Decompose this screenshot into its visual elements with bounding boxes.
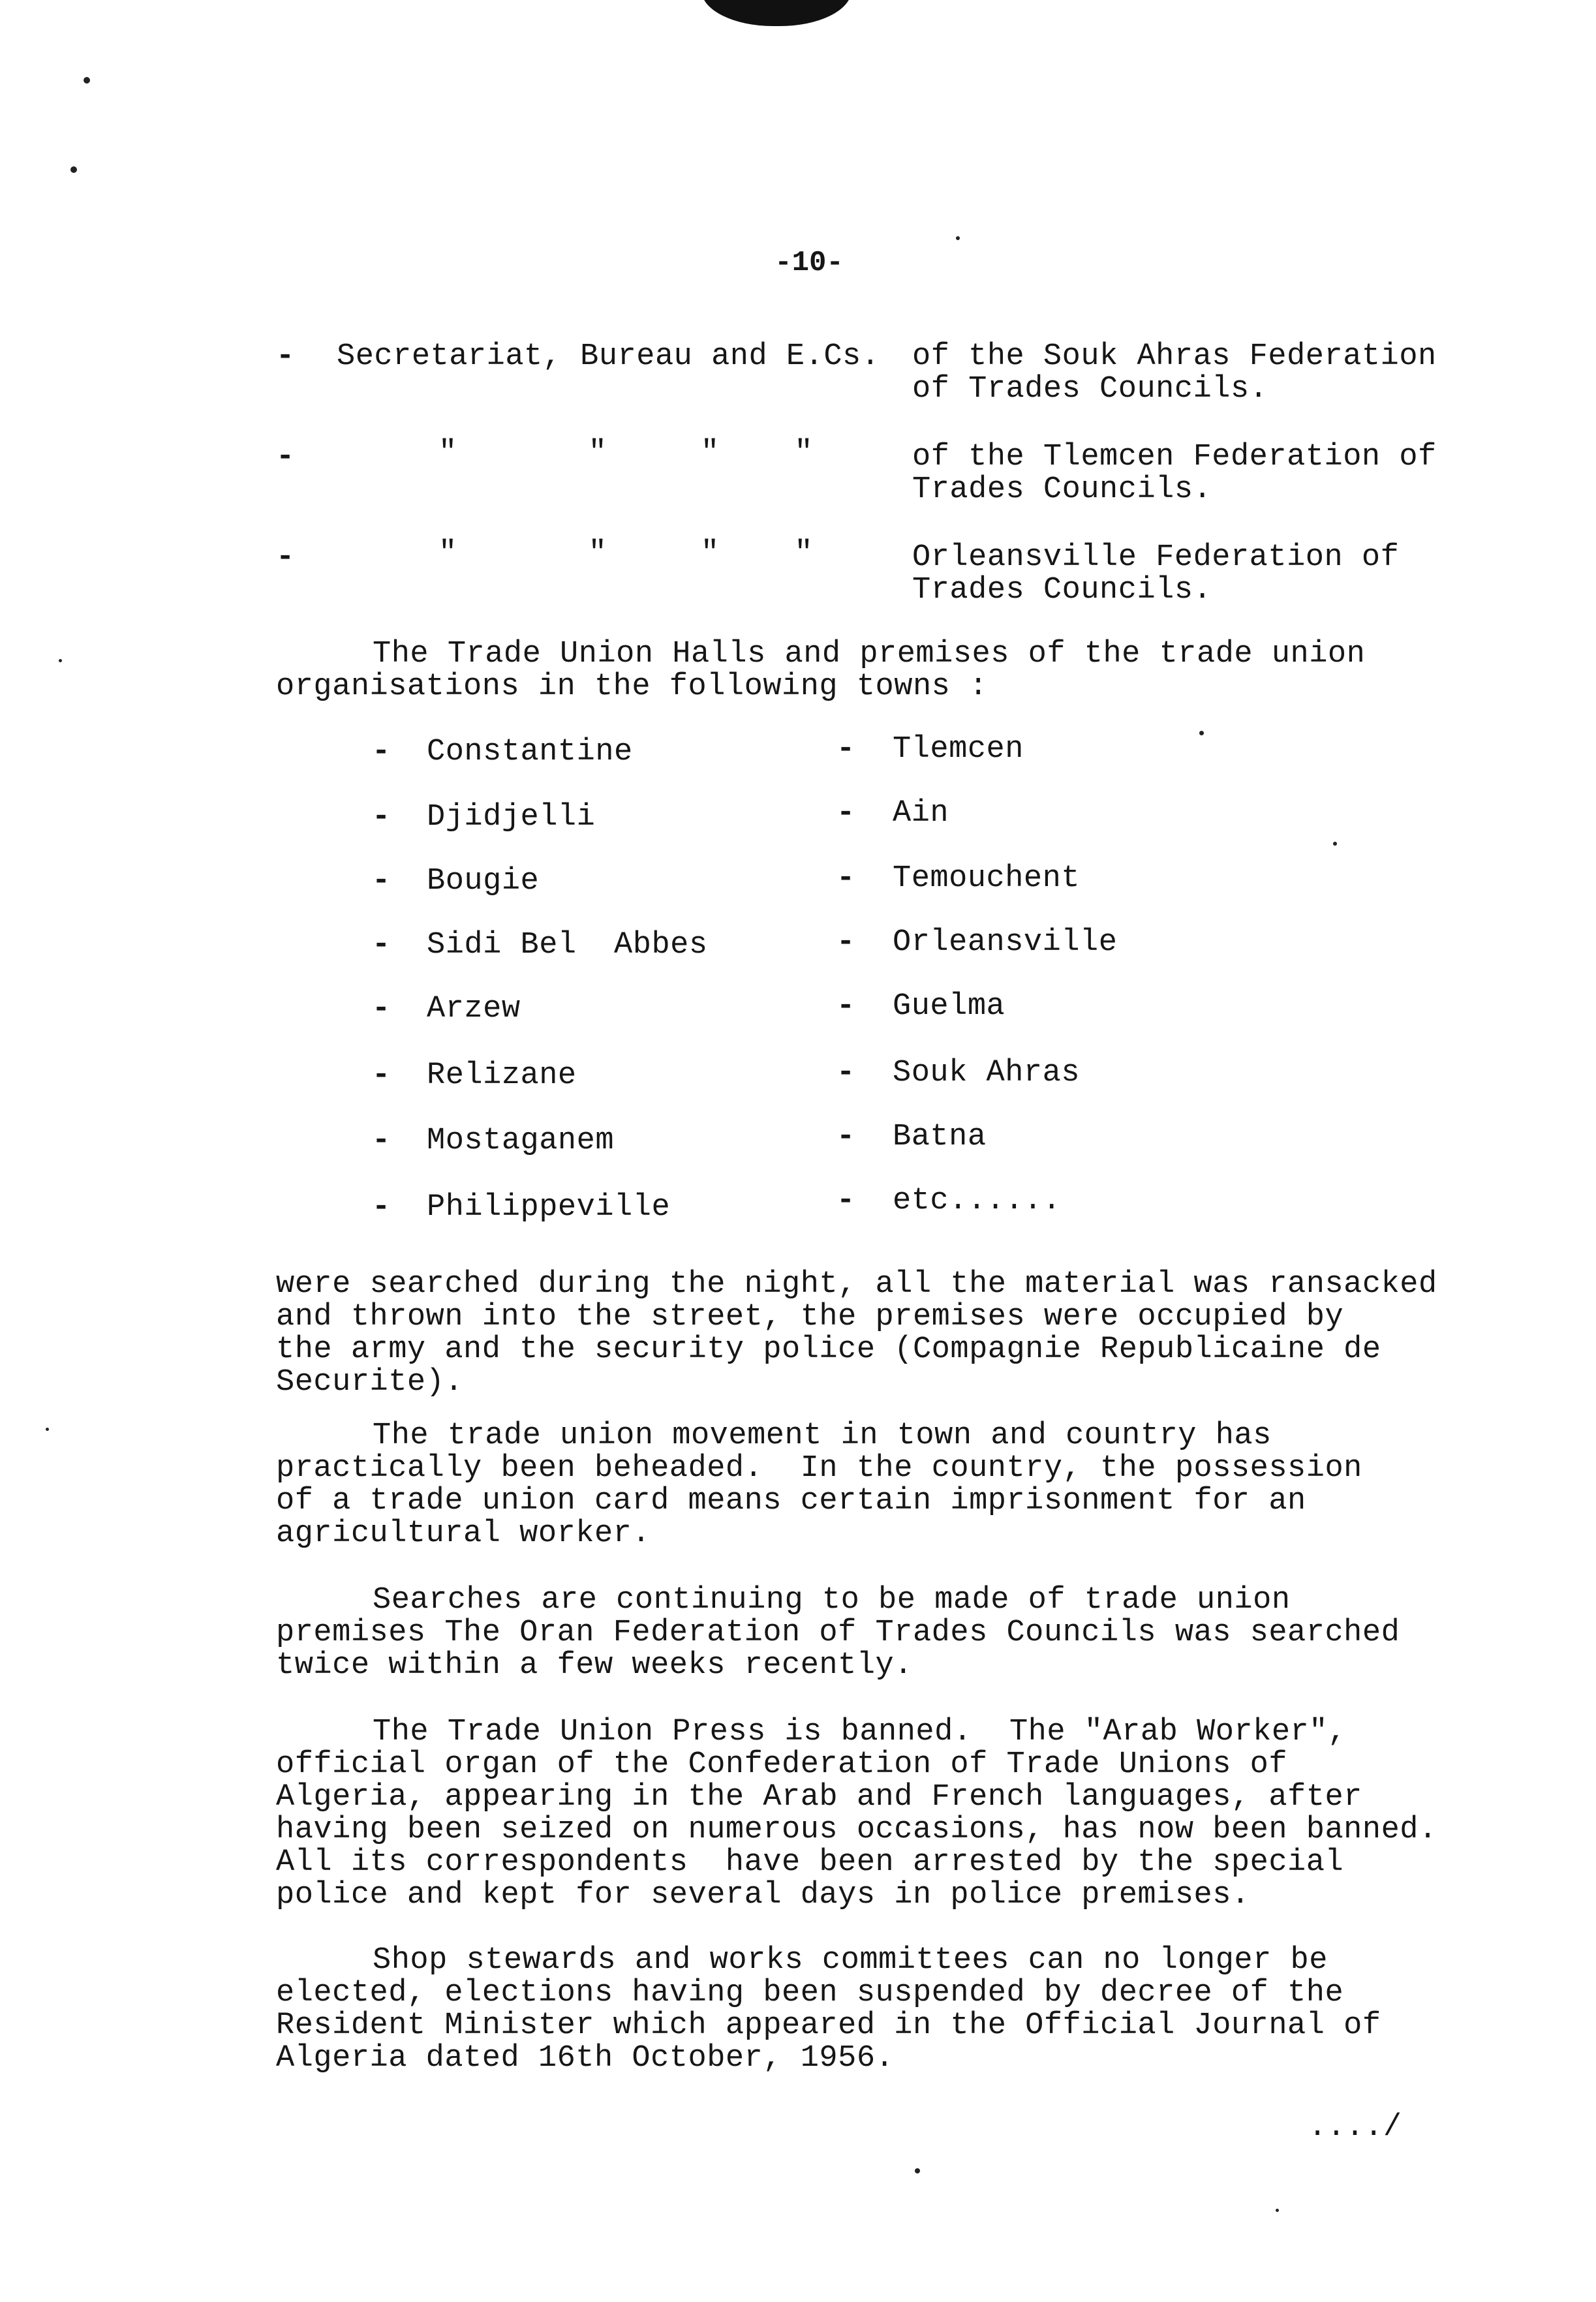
town-left: Philippeville xyxy=(427,1190,671,1225)
body-detail-line2: Trades Councils. xyxy=(912,573,1212,607)
list-dash: - xyxy=(372,1058,391,1093)
town-right: Souk Ahras xyxy=(893,1056,1081,1090)
list-dash: - xyxy=(836,1120,855,1154)
continuation-mark: ..../ xyxy=(1308,2110,1402,2145)
town-right: Ain xyxy=(893,796,949,831)
town-right: Orleansville xyxy=(893,925,1118,960)
scan-speck xyxy=(1276,2209,1279,2212)
paragraph-line: practically been beheaded. In the country, the possession xyxy=(276,1451,1362,1486)
list-dash: - xyxy=(836,989,855,1024)
paragraph-line: agricultural worker. xyxy=(276,1516,651,1551)
town-left: Sidi Bel Abbes xyxy=(427,928,708,962)
paragraph-line: of a trade union card means certain imprisonment for an xyxy=(276,1484,1306,1518)
list-dash: - xyxy=(372,1124,391,1158)
list-dash: - xyxy=(276,339,295,374)
paragraph-line: Algeria, appearing in the Arab and French languages, after xyxy=(276,1780,1362,1815)
scan-speck xyxy=(84,77,90,84)
town-right: Tlemcen xyxy=(893,732,1024,767)
body-ditto-marks: " " " " xyxy=(438,536,814,571)
paragraph-line: The Trade Union Press is banned. The "Arab Worker", xyxy=(373,1715,1347,1749)
scan-speck xyxy=(915,2168,920,2173)
town-right: Temouchent xyxy=(893,861,1081,896)
town-right: Guelma xyxy=(893,989,1005,1024)
list-dash: - xyxy=(276,440,295,474)
town-left: Mostaganem xyxy=(427,1124,615,1158)
town-right: Batna xyxy=(893,1120,987,1154)
paragraph-line: Algeria dated 16th October, 1956. xyxy=(276,2041,895,2076)
town-left: Relizane xyxy=(427,1058,577,1093)
list-dash: - xyxy=(372,864,391,898)
paragraph-line: elected, elections having been suspended by decree of the xyxy=(276,1976,1344,2010)
ink-blot xyxy=(701,0,852,26)
scan-speck xyxy=(46,1428,49,1431)
paragraph-line: Searches are continuing to be made of trade union xyxy=(373,1583,1291,1618)
paragraph-line: police and kept for several days in police premises. xyxy=(276,1878,1250,1912)
paragraph-line: Resident Minister which appeared in the Official Journal of xyxy=(276,2008,1381,2043)
list-dash: - xyxy=(836,861,855,896)
town-left: Djidjelli xyxy=(427,800,596,835)
paragraph-line: and thrown into the street, the premises were occupied by xyxy=(276,1300,1344,1334)
paragraph-line: The trade union movement in town and country has xyxy=(373,1419,1272,1453)
scan-speck xyxy=(1199,731,1204,735)
body-detail-line1: Orleansville Federation of xyxy=(912,540,1400,575)
scan-speck xyxy=(1333,842,1337,846)
list-dash: - xyxy=(836,1056,855,1090)
paragraph-line: All its correspondents have been arrested by the special xyxy=(276,1845,1344,1880)
intro-line-1: The Trade Union Halls and premises of the trade union xyxy=(373,637,1366,671)
body-detail-line1: of the Tlemcen Federation of xyxy=(912,440,1437,474)
list-dash: - xyxy=(372,1190,391,1225)
list-dash: - xyxy=(372,928,391,962)
paragraph-line: were searched during the night, all the material was ransacked xyxy=(276,1267,1437,1302)
paragraph-line: premises The Oran Federation of Trades Councils was searched xyxy=(276,1616,1400,1650)
list-dash: - xyxy=(836,796,855,831)
paragraph-line: Shop stewards and works committees can no longer be xyxy=(373,1943,1328,1978)
list-dash: - xyxy=(372,735,391,769)
body-detail-line2: Trades Councils. xyxy=(912,472,1212,507)
intro-line-2: organisations in the following towns : xyxy=(276,669,988,704)
scan-speck xyxy=(956,236,960,240)
town-left: Bougie xyxy=(427,864,540,898)
list-dash: - xyxy=(836,732,855,767)
town-left: Constantine xyxy=(427,735,633,769)
paragraph-line: official organ of the Confederation of Trade Unions of xyxy=(276,1747,1288,1782)
town-left: Arzew xyxy=(427,992,521,1026)
list-dash: - xyxy=(836,925,855,960)
page-number: -10- xyxy=(775,247,844,279)
body-ditto-marks: " " " " xyxy=(438,436,814,470)
paragraph-line: the army and the security police (Compagnie Republicaine de xyxy=(276,1332,1381,1367)
paragraph-line: having been seized on numerous occasions, has now been banned. xyxy=(276,1813,1437,1847)
list-dash: - xyxy=(372,992,391,1026)
list-dash: - xyxy=(372,800,391,835)
scan-speck xyxy=(70,166,77,173)
scan-speck xyxy=(59,659,62,662)
body-detail-line2: of Trades Councils. xyxy=(912,372,1268,407)
list-dash: - xyxy=(276,540,295,575)
paragraph-line: Securite). xyxy=(276,1365,464,1400)
list-dash: - xyxy=(836,1184,855,1218)
town-right: etc...... xyxy=(893,1184,1062,1218)
body-label: Secretariat, Bureau and E.Cs. xyxy=(337,339,880,374)
paragraph-line: twice within a few weeks recently. xyxy=(276,1648,913,1683)
body-detail-line1: of the Souk Ahras Federation xyxy=(912,339,1437,374)
